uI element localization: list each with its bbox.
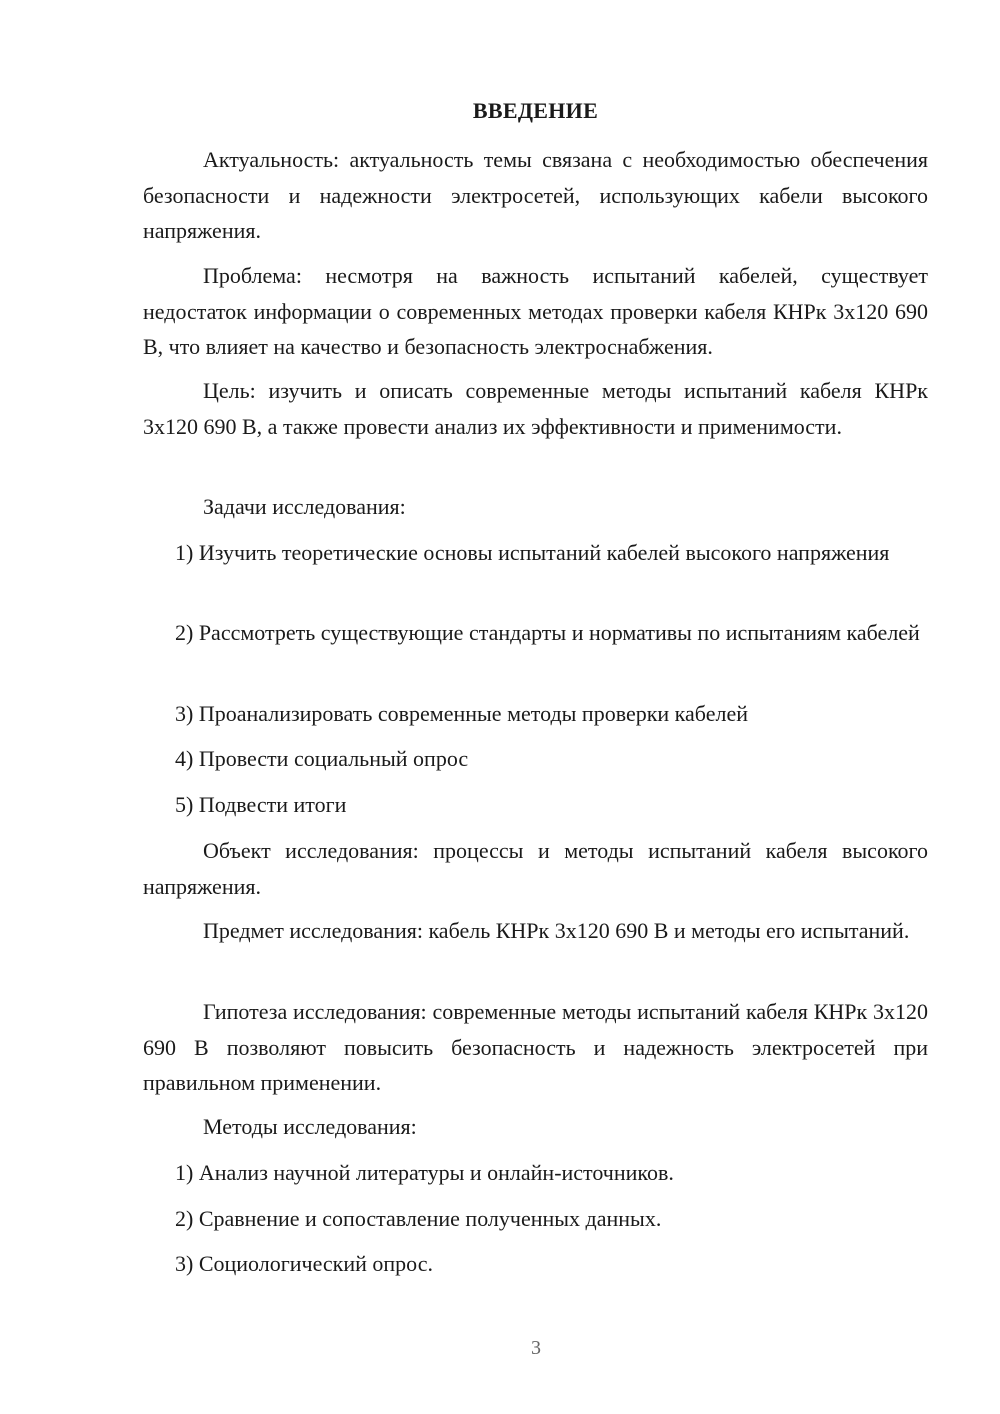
task-item-2: 2) Рассмотреть существующие стандарты и нормативы по испытаниям кабелей xyxy=(175,620,920,645)
task-item-4: 4) Провести социальный опрос xyxy=(175,746,469,771)
task-item-3: 3) Проанализировать современные методы проверки кабелей xyxy=(175,701,748,726)
page-number: 3 xyxy=(531,1337,541,1359)
method-item-3: 3) Социологический опрос. xyxy=(175,1251,433,1276)
methods-heading: Методы исследования: xyxy=(203,1114,417,1139)
relevance-paragraph: Актуальность: актуальность темы связана с необходимостью обеспечения безопасности и надежности электросетей, использующих кабели высокого напряжения. xyxy=(143,147,928,243)
method-item-2: 2) Сравнение и сопоставление полученных данных. xyxy=(175,1206,662,1231)
task-item-5: 5) Подвести итоги xyxy=(175,792,347,817)
task-item-1: 1) Изучить теоретические основы испытаний кабелей высокого напряжения xyxy=(175,540,890,565)
method-item-1: 1) Анализ научной литературы и онлайн-источников. xyxy=(175,1160,674,1185)
goal-paragraph: Цель: изучить и описать современные методы испытаний кабеля КНРк 3х120 690 В, а также провести анализ их эффективности и применимости. xyxy=(143,378,928,439)
object-paragraph: Объект исследования: процессы и методы испытаний кабеля высокого напряжения. xyxy=(143,838,928,899)
hypothesis-paragraph: Гипотеза исследования: современные методы испытаний кабеля КНРк 3х120 690 В позволяют повысить безопасность и надежность электросетей при правильном применении. xyxy=(143,999,928,1095)
problem-paragraph: Проблема: несмотря на важность испытаний кабелей, существует недостаток информации о современных методах проверки кабеля КНРк 3х120 690 В, что влияет на качество и безопасность электроснабжения. xyxy=(143,263,928,359)
subject-paragraph: Предмет исследования: кабель КНРк 3х120 690 В и методы его испытаний. xyxy=(203,918,910,943)
section-title: ВВЕДЕНИЕ xyxy=(472,98,599,123)
tasks-heading: Задачи исследования: xyxy=(203,494,406,519)
